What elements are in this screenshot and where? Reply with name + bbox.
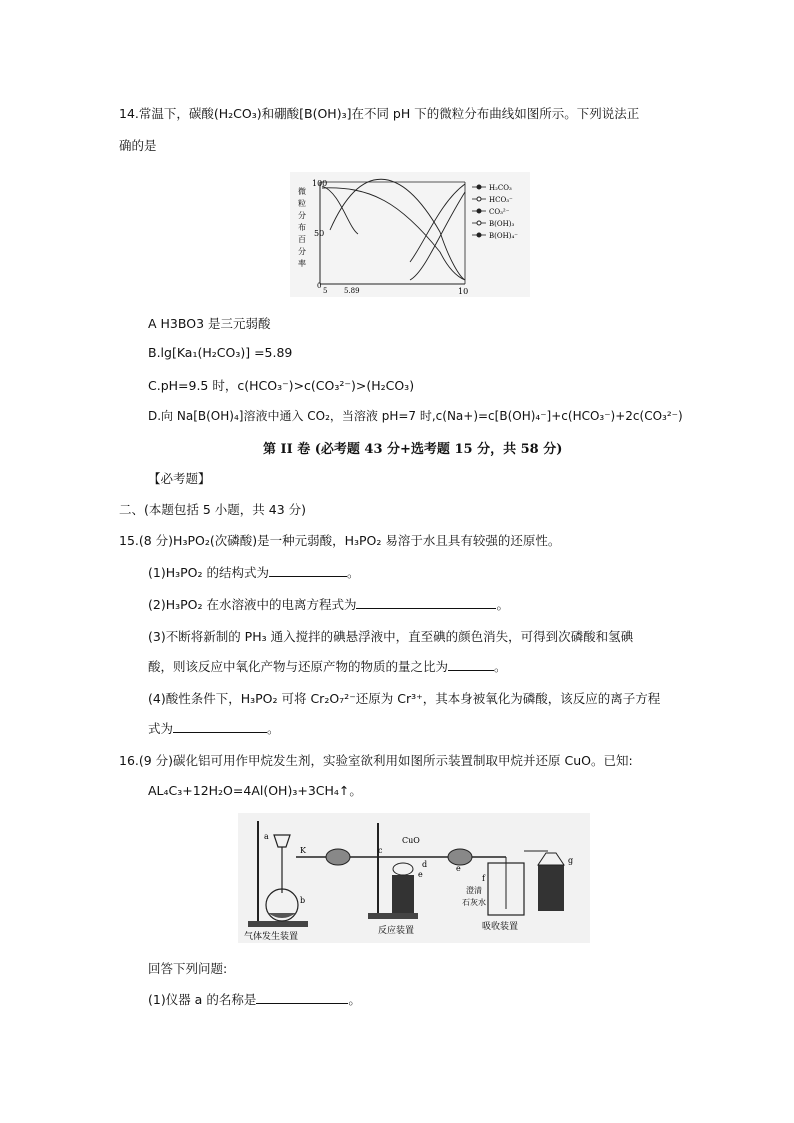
ytick-50: 50 — [314, 229, 325, 238]
drying-tube-1 — [326, 849, 350, 865]
legend-label: CO₃²⁻ — [489, 208, 510, 216]
legend-marker — [477, 197, 481, 201]
q16-sub1-blank[interactable] — [256, 991, 348, 1004]
label-c: c — [378, 846, 383, 855]
q15-sub4-text: 式为 — [148, 721, 174, 736]
label-limewater-2: 石灰水 — [462, 898, 486, 907]
label-f: f — [482, 874, 485, 883]
part-two-heading: 二、(本题包括 5 小题，共 43 分) — [119, 502, 307, 517]
required-label: 【必考题】 — [148, 471, 211, 486]
q16-sub1-text: (1)仪器 a 的名称是 — [148, 992, 257, 1007]
q15-sub2 — [148, 595, 509, 613]
q15-sub2-end: 。 — [496, 597, 509, 612]
q15-sub2-blank[interactable] — [356, 596, 496, 609]
chart-ylabel-group — [298, 186, 306, 268]
label-limewater-1: 澄清 — [466, 886, 482, 895]
chart-ylabel-char: 分 — [298, 211, 306, 220]
distribution-chart — [290, 172, 530, 297]
label-k: K — [300, 846, 306, 855]
q16-stem: 16.(9 分)碳化铝可用作甲烷发生剂，实验室欲利用如图所示装置制取甲烷并还原 CuO。已知: — [119, 753, 633, 768]
stand-base-left — [248, 921, 308, 927]
ytick-100: 100 — [312, 179, 328, 188]
q15-sub1-text: (1)H₃PO₂ 的结构式为 — [148, 565, 269, 580]
legend-label: H₂CO₃ — [489, 184, 512, 192]
legend-label: B(OH)₃ — [489, 220, 515, 228]
legend-marker — [477, 185, 481, 189]
apparatus-svg — [238, 813, 590, 943]
q15-sub1-blank[interactable] — [269, 564, 347, 577]
distribution-chart-svg — [290, 172, 530, 297]
legend-marker — [477, 209, 481, 213]
q15-sub3-text: 酸，则该反应中氧化产物与还原产物的物质的量之比为 — [148, 659, 449, 674]
q16-equation: AL₄C₃+12H₂O=4Al(OH)₃+3CH₄↑。 — [148, 783, 362, 798]
q15-sub3-line2 — [148, 657, 507, 675]
q15-sub2-text: (2)H₃PO₂ 在水溶液中的电离方程式为 — [148, 597, 357, 612]
legend-label: HCO₃⁻ — [489, 196, 513, 204]
chart-ylabel-char: 粒 — [298, 199, 306, 208]
label-absorber: 吸收装置 — [482, 922, 519, 932]
q16-answer-intro: 回答下列问题: — [148, 961, 228, 976]
q15-sub4-line2 — [148, 719, 280, 737]
q14-option-a: A H3BO3 是三元弱酸 — [148, 316, 271, 331]
chart-ylabel-char: 率 — [298, 259, 306, 268]
label-a: a — [264, 832, 269, 841]
label-d: d — [422, 860, 428, 869]
label-g: g — [568, 856, 574, 865]
q14-option-d: D.向 Na[B(OH)₄]溶液中通入 CO₂，当溶液 pH=7 时,c(Na+)=c[B(OH)₄⁻]+c(HCO₃⁻)+2c(CO₃²⁻) — [148, 409, 683, 423]
chart-ylabel-char: 分 — [298, 247, 306, 256]
apparatus-figure — [238, 813, 590, 943]
q15-sub1 — [148, 563, 360, 581]
ytick-0: 0 — [317, 282, 322, 290]
stand-base-mid — [368, 913, 418, 919]
chart-ylabel-char: 百 — [298, 235, 306, 244]
label-gas-generator: 气体发生装置 — [244, 932, 299, 942]
burner-g — [538, 865, 564, 911]
q16-sub1 — [148, 990, 361, 1008]
section-title: 第 II 卷 (必考题 43 分+选考题 15 分，共 58 分) — [263, 442, 563, 457]
q15-sub4-line1: (4)酸性条件下，H₃PO₂ 可将 Cr₂O₇²⁻还原为 Cr³⁺，其本身被氧化为磷酸，该反应的离子方程 — [148, 691, 661, 706]
xtick-5: 5 — [323, 287, 328, 295]
q14-option-b: B.lg[Ka₁(H₂CO₃)] =5.89 — [148, 345, 293, 360]
q15-sub3-blank[interactable] — [448, 658, 494, 671]
q14-option-c: C.pH=9.5 时，c(HCO₃⁻)>c(CO₃²⁻)>(H₂CO₃) — [148, 378, 415, 393]
chart-ylabel-char: 微 — [298, 187, 306, 196]
q14-stem-line1: 14.常温下，碳酸(H₂CO₃)和硼酸[B(OH)₃]在不同 pH 下的微粒分布曲线如图所示。下列说法正 — [119, 106, 640, 121]
label-e-right: e — [456, 864, 461, 873]
legend-marker — [477, 221, 481, 225]
q16-sub1-end: 。 — [348, 992, 361, 1007]
q14-stem-line2: 确的是 — [119, 138, 157, 153]
drying-tube-2 — [448, 849, 472, 865]
burner — [392, 875, 414, 913]
q15-stem: 15.(8 分)H₃PO₂(次磷酸)是一种元弱酸，H₃PO₂ 易溶于水且具有较强的还原性。 — [119, 533, 561, 548]
legend-marker — [477, 233, 481, 237]
label-reactor: 反应装置 — [378, 926, 415, 936]
label-b: b — [300, 896, 306, 905]
label-e-left: e — [418, 870, 423, 879]
q15-sub1-end: 。 — [346, 565, 360, 580]
q15-sub3-end: 。 — [494, 659, 507, 674]
q15-sub3-line1: (3)不断将新制的 PH₃ 通入搅拌的碘悬浮液中，直至碘的颜色消失，可得到次磷酸和氢碘 — [148, 629, 634, 644]
xtick-589: 5.89 — [344, 287, 360, 295]
q15-sub4-blank[interactable] — [173, 720, 267, 733]
legend-label: B(OH)₄⁻ — [489, 232, 518, 240]
label-cuo: CuO — [402, 836, 420, 845]
chart-ylabel-char: 布 — [298, 223, 306, 232]
q15-sub4-end: 。 — [267, 721, 280, 736]
xtick-10: 10 — [458, 287, 469, 296]
